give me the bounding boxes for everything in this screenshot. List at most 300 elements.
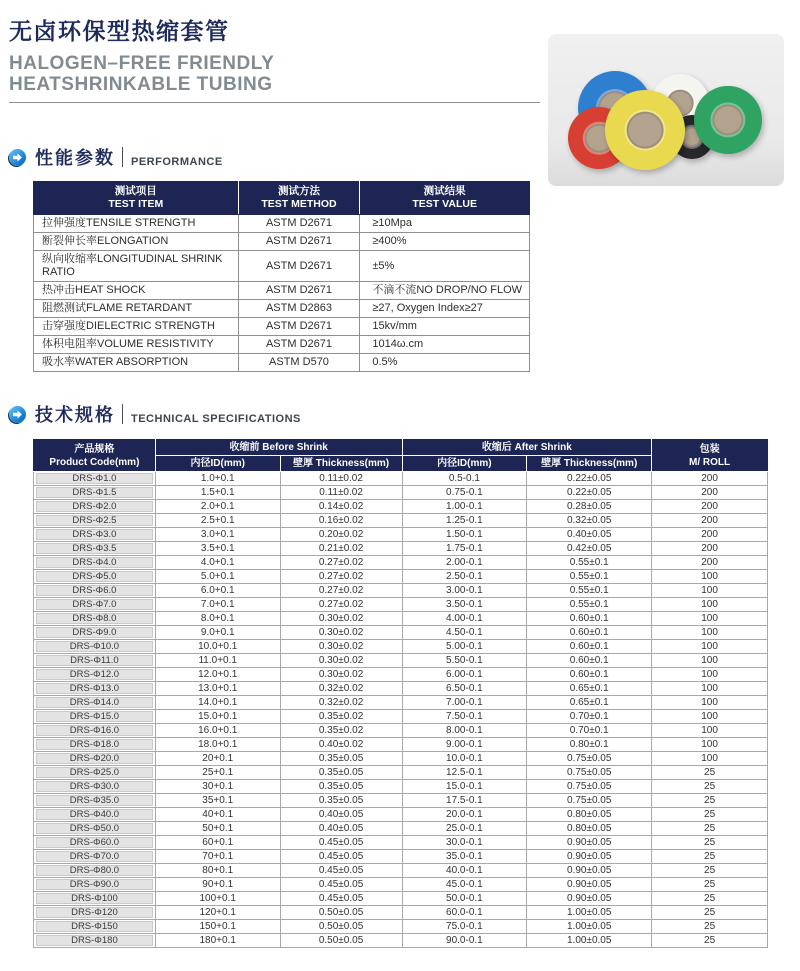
spec-cell: 0.14±0.02: [280, 500, 402, 514]
spec-cell: 100: [652, 682, 768, 696]
product-code-box: DRS-Φ7.0: [36, 599, 153, 610]
spec-cell: 0.30±0.02: [280, 626, 402, 640]
performance-cell: 15kv/mm: [360, 318, 530, 336]
performance-title-cn: 性能参数: [35, 148, 115, 168]
arrow-circle-icon: [9, 149, 26, 166]
spec-cell: 3.5+0.1: [155, 542, 280, 556]
performance-row: [34, 354, 530, 372]
performance-cell: 热冲击HEAT SHOCK: [34, 282, 239, 300]
spec-product-code-cell: [34, 864, 156, 878]
spec-cell: 0.27±0.02: [280, 570, 402, 584]
spec-cell: 0.35±0.05: [280, 766, 402, 780]
spec-cell: 180+0.1: [155, 934, 280, 948]
product-code-box: DRS-Φ150: [36, 921, 153, 932]
spec-cell: 2.5+0.1: [155, 514, 280, 528]
spec-cell: 11.0+0.1: [155, 654, 280, 668]
performance-row: [34, 251, 530, 282]
spec-cell: 100: [652, 752, 768, 766]
spec-cell: 25: [652, 906, 768, 920]
header-divider: [9, 102, 540, 103]
spec-cell: 100+0.1: [155, 892, 280, 906]
product-code-box: DRS-Φ18.0: [36, 739, 153, 750]
spec-cell: 45.0-0.1: [402, 878, 527, 892]
spec-cell: 0.32±0.02: [280, 682, 402, 696]
product-code-box: DRS-Φ14.0: [36, 697, 153, 708]
spec-cell: 0.50±0.05: [280, 934, 402, 948]
spec-cell: 18.0+0.1: [155, 738, 280, 752]
performance-cell: ≥400%: [360, 233, 530, 251]
performance-cell: 断裂伸长率ELONGATION: [34, 233, 239, 251]
spec-product-code-cell: [34, 724, 156, 738]
performance-cell: 拉伸强度TENSILE STRENGTH: [34, 215, 239, 233]
spec-cell: 0.40±0.02: [280, 738, 402, 752]
spec-cell: 100: [652, 668, 768, 682]
spec-cell: 0.90±0.05: [527, 850, 652, 864]
spec-cell: 0.55±0.1: [527, 570, 652, 584]
spec-row: [34, 920, 768, 934]
spec-cell: 0.35±0.05: [280, 780, 402, 794]
spec-cell: 75.0-0.1: [402, 920, 527, 934]
spec-col-header-before-id: 内径ID(mm): [155, 456, 280, 472]
spec-row: [34, 906, 768, 920]
spec-cell: 1.00±0.05: [527, 920, 652, 934]
perf-col-header-test-value: 测试结果 TEST VALUE: [360, 182, 530, 215]
spec-cell: 0.32±0.05: [527, 514, 652, 528]
spec-product-code-cell: [34, 654, 156, 668]
product-code-box: DRS-Φ15.0: [36, 711, 153, 722]
spec-cell: 25: [652, 878, 768, 892]
product-code-box: DRS-Φ30.0: [36, 781, 153, 792]
product-code-box: DRS-Φ3.5: [36, 543, 153, 554]
spec-cell: 0.75±0.05: [527, 794, 652, 808]
performance-cell: 击穿强度DIELECTRIC STRENGTH: [34, 318, 239, 336]
performance-cell: 0.5%: [360, 354, 530, 372]
spec-cell: 0.22±0.05: [527, 486, 652, 500]
spec-product-code-cell: [34, 570, 156, 584]
performance-cell: ASTM D2671: [238, 233, 360, 251]
spec-cell: 90+0.1: [155, 878, 280, 892]
spec-cell: 0.35±0.05: [280, 794, 402, 808]
spec-cell: 3.50-0.1: [402, 598, 527, 612]
spec-cell: 1.75-0.1: [402, 542, 527, 556]
spec-cell: 30+0.1: [155, 780, 280, 794]
spec-cell: 0.45±0.05: [280, 878, 402, 892]
spec-product-code-cell: [34, 934, 156, 948]
spec-cell: 0.55±0.1: [527, 556, 652, 570]
spec-row: [34, 598, 768, 612]
spec-product-code-cell: [34, 598, 156, 612]
spec-cell: 7.00-0.1: [402, 696, 527, 710]
spec-cell: 12.5-0.1: [402, 766, 527, 780]
spec-cell: 25: [652, 850, 768, 864]
product-code-box: DRS-Φ70.0: [36, 851, 153, 862]
performance-cell: ASTM D2863: [238, 300, 360, 318]
spec-cell: 0.27±0.02: [280, 598, 402, 612]
spec-row: [34, 584, 768, 598]
spec-cell: 6.50-0.1: [402, 682, 527, 696]
roll-core: [627, 112, 664, 149]
subtitle-line-1: HALOGEN–FREE FRIENDLY: [9, 53, 275, 74]
spec-row: [34, 766, 768, 780]
spec-product-code-cell: [34, 738, 156, 752]
spec-product-code-cell: [34, 822, 156, 836]
spec-cell: 0.30±0.02: [280, 612, 402, 626]
spec-cell: 0.50±0.05: [280, 920, 402, 934]
spec-cell: 100: [652, 696, 768, 710]
spec-cell: 0.21±0.02: [280, 542, 402, 556]
spec-cell: 100: [652, 612, 768, 626]
performance-cell: ASTM D2671: [238, 215, 360, 233]
page-title: 无卤环保型热缩套管: [9, 18, 230, 44]
specs-title-en: TECHNICAL SPECIFICATIONS: [131, 413, 301, 425]
specs-table: [33, 439, 768, 948]
spec-product-code-cell: [34, 752, 156, 766]
perf-col-header-test-method: 测试方法 TEST METHOD: [238, 182, 360, 215]
spec-cell: 50.0-0.1: [402, 892, 527, 906]
specs-section-header: [9, 401, 800, 427]
spec-cell: 15.0-0.1: [402, 780, 527, 794]
product-code-box: DRS-Φ25.0: [36, 767, 153, 778]
spec-cell: 0.90±0.05: [527, 836, 652, 850]
spec-cell: 80+0.1: [155, 864, 280, 878]
spec-cell: 35.0-0.1: [402, 850, 527, 864]
spec-cell: 25: [652, 864, 768, 878]
spec-col-header-after-thickness: 壁厚 Thickness(mm): [527, 456, 652, 472]
spec-cell: 0.65±0.1: [527, 696, 652, 710]
spec-cell: 200: [652, 528, 768, 542]
performance-cell: ASTM D2671: [238, 336, 360, 354]
spec-cell: 5.50-0.1: [402, 654, 527, 668]
spec-cell: 7.50-0.1: [402, 710, 527, 724]
spec-cell: 10.0-0.1: [402, 752, 527, 766]
spec-cell: 0.40±0.05: [527, 528, 652, 542]
spec-cell: 1.00±0.05: [527, 906, 652, 920]
spec-cell: 0.30±0.02: [280, 640, 402, 654]
spec-cell: 25: [652, 808, 768, 822]
performance-row: [34, 318, 530, 336]
spec-cell: 0.90±0.05: [527, 864, 652, 878]
spec-row: [34, 514, 768, 528]
spec-cell: 8.00-0.1: [402, 724, 527, 738]
spec-row: [34, 668, 768, 682]
product-code-box: DRS-Φ1.0: [36, 473, 153, 484]
spec-cell: 200: [652, 486, 768, 500]
spec-cell: 4.50-0.1: [402, 626, 527, 640]
product-image: [548, 34, 784, 186]
product-code-box: DRS-Φ13.0: [36, 683, 153, 694]
spec-product-code-cell: [34, 710, 156, 724]
spec-cell: 100: [652, 598, 768, 612]
spec-group-header-after-shrink: 收缩后 After Shrink: [402, 440, 652, 456]
roll-core: [712, 104, 743, 135]
spec-cell: 0.45±0.05: [280, 836, 402, 850]
spec-cell: 35+0.1: [155, 794, 280, 808]
spec-cell: 2.00-0.1: [402, 556, 527, 570]
spec-cell: 6.00-0.1: [402, 668, 527, 682]
spec-cell: 0.5-0.1: [402, 472, 527, 486]
product-code-box: DRS-Φ16.0: [36, 725, 153, 736]
product-code-box: DRS-Φ2.0: [36, 501, 153, 512]
spec-cell: 200: [652, 500, 768, 514]
spec-cell: 0.90±0.05: [527, 878, 652, 892]
performance-cell: 不滴不流NO DROP/NO FLOW: [360, 282, 530, 300]
spec-cell: 0.75±0.05: [527, 780, 652, 794]
spec-cell: 90.0-0.1: [402, 934, 527, 948]
spec-row: [34, 640, 768, 654]
spec-cell: 3.0+0.1: [155, 528, 280, 542]
spec-product-code-cell: [34, 668, 156, 682]
product-code-box: DRS-Φ3.0: [36, 529, 153, 540]
spec-row: [34, 570, 768, 584]
spec-cell: 60.0-0.1: [402, 906, 527, 920]
spec-row: [34, 780, 768, 794]
spec-product-code-cell: [34, 486, 156, 500]
spec-product-code-cell: [34, 472, 156, 486]
subtitle-line-2: HEATSHRINKABLE TUBING: [9, 74, 273, 95]
performance-row: [34, 215, 530, 233]
spec-row: [34, 738, 768, 752]
spec-row: [34, 752, 768, 766]
spec-cell: 5.00-0.1: [402, 640, 527, 654]
spec-cell: 17.5-0.1: [402, 794, 527, 808]
product-code-box: DRS-Φ180: [36, 935, 153, 946]
spec-cell: 0.65±0.1: [527, 682, 652, 696]
spec-cell: 13.0+0.1: [155, 682, 280, 696]
spec-cell: 0.60±0.1: [527, 626, 652, 640]
performance-cell: 吸水率WATER ABSORPTION: [34, 354, 239, 372]
spec-cell: 12.0+0.1: [155, 668, 280, 682]
spec-row: [34, 696, 768, 710]
spec-cell: 0.42±0.05: [527, 542, 652, 556]
spec-row: [34, 724, 768, 738]
spec-product-code-cell: [34, 696, 156, 710]
product-code-box: DRS-Φ90.0: [36, 879, 153, 890]
product-code-box: DRS-Φ50.0: [36, 823, 153, 834]
spec-cell: 0.70±0.1: [527, 724, 652, 738]
spec-cell: 0.75-0.1: [402, 486, 527, 500]
spec-cell: 25: [652, 920, 768, 934]
performance-cell: ASTM D570: [238, 354, 360, 372]
spec-row: [34, 528, 768, 542]
spec-product-code-cell: [34, 556, 156, 570]
spec-cell: 8.0+0.1: [155, 612, 280, 626]
perf-col-header-test-item: 测试项目 TEST ITEM: [34, 182, 239, 215]
spec-cell: 0.75±0.05: [527, 766, 652, 780]
spec-cell: 40.0-0.1: [402, 864, 527, 878]
spec-cell: 200: [652, 556, 768, 570]
spec-cell: 50+0.1: [155, 822, 280, 836]
performance-cell: 1014ω.cm: [360, 336, 530, 354]
spec-cell: 0.80±0.05: [527, 822, 652, 836]
spec-cell: 4.00-0.1: [402, 612, 527, 626]
spec-product-code-cell: [34, 780, 156, 794]
specs-title-cn: 技术规格: [35, 405, 115, 425]
spec-cell: 60+0.1: [155, 836, 280, 850]
section-title-divider: [122, 147, 123, 167]
spec-cell: 25: [652, 822, 768, 836]
product-code-box: DRS-Φ80.0: [36, 865, 153, 876]
spec-product-code-cell: [34, 766, 156, 780]
product-code-box: DRS-Φ11.0: [36, 655, 153, 666]
spec-cell: 0.80±0.1: [527, 738, 652, 752]
spec-cell: 0.11±0.02: [280, 486, 402, 500]
product-code-box: DRS-Φ2.5: [36, 515, 153, 526]
spec-row: [34, 822, 768, 836]
performance-cell: ASTM D2671: [238, 318, 360, 336]
arrow-circle-icon: [9, 406, 26, 423]
spec-cell: 0.27±0.02: [280, 556, 402, 570]
spec-cell: 25: [652, 794, 768, 808]
spec-cell: 25: [652, 780, 768, 794]
product-code-box: DRS-Φ100: [36, 893, 153, 904]
performance-cell: ≥27, Oxygen Index≥27: [360, 300, 530, 318]
performance-title-en: PERFORMANCE: [131, 156, 223, 168]
spec-cell: 100: [652, 570, 768, 584]
spec-product-code-cell: [34, 794, 156, 808]
spec-cell: 200: [652, 514, 768, 528]
product-code-box: DRS-Φ20.0: [36, 753, 153, 764]
spec-cell: 25: [652, 892, 768, 906]
spec-row: [34, 864, 768, 878]
spec-cell: 4.0+0.1: [155, 556, 280, 570]
spec-row: [34, 486, 768, 500]
performance-row: [34, 300, 530, 318]
performance-cell: ASTM D2671: [238, 251, 360, 282]
performance-cell: 纵向收缩率LONGITUDINAL SHRINK RATIO: [34, 251, 239, 282]
spec-cell: 14.0+0.1: [155, 696, 280, 710]
performance-cell: ±5%: [360, 251, 530, 282]
spec-cell: 0.20±0.02: [280, 528, 402, 542]
spec-cell: 0.11±0.02: [280, 472, 402, 486]
product-code-box: DRS-Φ12.0: [36, 669, 153, 680]
product-code-box: DRS-Φ60.0: [36, 837, 153, 848]
spec-cell: 100: [652, 626, 768, 640]
spec-row: [34, 612, 768, 626]
spec-product-code-cell: [34, 640, 156, 654]
spec-cell: 1.50-0.1: [402, 528, 527, 542]
spec-cell: 0.60±0.1: [527, 668, 652, 682]
spec-cell: 1.5+0.1: [155, 486, 280, 500]
spec-cell: 10.0+0.1: [155, 640, 280, 654]
performance-cell: 体积电阻率VOLUME RESISTIVITY: [34, 336, 239, 354]
product-code-box: DRS-Φ5.0: [36, 571, 153, 582]
spec-cell: 200: [652, 472, 768, 486]
spec-col-header-after-id: 内径ID(mm): [402, 456, 527, 472]
product-code-box: DRS-Φ9.0: [36, 627, 153, 638]
spec-cell: 100: [652, 724, 768, 738]
performance-cell: ASTM D2671: [238, 282, 360, 300]
product-code-box: DRS-Φ4.0: [36, 557, 153, 568]
spec-product-code-cell: [34, 850, 156, 864]
spec-cell: 0.28±0.05: [527, 500, 652, 514]
spec-cell: 25: [652, 766, 768, 780]
performance-cell: ≥10Mpa: [360, 215, 530, 233]
spec-row: [34, 934, 768, 948]
spec-cell: 1.00-0.1: [402, 500, 527, 514]
spec-row: [34, 682, 768, 696]
spec-cell: 0.40±0.05: [280, 808, 402, 822]
performance-cell: 阻燃测试FLAME RETARDANT: [34, 300, 239, 318]
performance-row: [34, 336, 530, 354]
spec-cell: 3.00-0.1: [402, 584, 527, 598]
spec-cell: 0.30±0.02: [280, 654, 402, 668]
spec-cell: 100: [652, 738, 768, 752]
performance-table-body: [34, 215, 530, 372]
spec-product-code-cell: [34, 892, 156, 906]
spec-cell: 25+0.1: [155, 766, 280, 780]
spec-cell: 100: [652, 640, 768, 654]
spec-cell: 15.0+0.1: [155, 710, 280, 724]
spec-product-code-cell: [34, 836, 156, 850]
spec-cell: 0.60±0.1: [527, 640, 652, 654]
spec-row: [34, 878, 768, 892]
spec-cell: 0.55±0.1: [527, 598, 652, 612]
product-code-box: DRS-Φ35.0: [36, 795, 153, 806]
specs-table-body: [34, 472, 768, 948]
spec-cell: 2.0+0.1: [155, 500, 280, 514]
spec-cell: 20+0.1: [155, 752, 280, 766]
spec-row: [34, 850, 768, 864]
spec-cell: 0.27±0.02: [280, 584, 402, 598]
spec-product-code-cell: [34, 500, 156, 514]
spec-row: [34, 836, 768, 850]
spec-product-code-cell: [34, 626, 156, 640]
spec-cell: 0.32±0.02: [280, 696, 402, 710]
spec-cell: 100: [652, 710, 768, 724]
spec-cell: 0.50±0.05: [280, 906, 402, 920]
spec-cell: 0.90±0.05: [527, 892, 652, 906]
performance-row: [34, 282, 530, 300]
yellow-roll: [605, 90, 685, 170]
spec-product-code-cell: [34, 542, 156, 556]
spec-cell: 200: [652, 542, 768, 556]
product-code-box: DRS-Φ1.5: [36, 487, 153, 498]
product-code-box: DRS-Φ8.0: [36, 613, 153, 624]
spec-product-code-cell: [34, 584, 156, 598]
spec-cell: 120+0.1: [155, 906, 280, 920]
spec-cell: 30.0-0.1: [402, 836, 527, 850]
spec-cell: 0.60±0.1: [527, 654, 652, 668]
spec-cell: 7.0+0.1: [155, 598, 280, 612]
product-code-box: DRS-Φ40.0: [36, 809, 153, 820]
spec-cell: 150+0.1: [155, 920, 280, 934]
spec-product-code-cell: [34, 906, 156, 920]
section-title-divider: [122, 404, 123, 424]
spec-row: [34, 626, 768, 640]
spec-cell: 0.80±0.05: [527, 808, 652, 822]
spec-cell: 25: [652, 934, 768, 948]
spec-product-code-cell: [34, 528, 156, 542]
spec-row: [34, 556, 768, 570]
spec-cell: 6.0+0.1: [155, 584, 280, 598]
spec-cell: 0.45±0.05: [280, 850, 402, 864]
spec-product-code-cell: [34, 682, 156, 696]
spec-cell: 5.0+0.1: [155, 570, 280, 584]
spec-cell: 1.25-0.1: [402, 514, 527, 528]
spec-cell: 2.50-0.1: [402, 570, 527, 584]
spec-cell: 0.70±0.1: [527, 710, 652, 724]
spec-cell: 40+0.1: [155, 808, 280, 822]
product-code-box: DRS-Φ6.0: [36, 585, 153, 596]
spec-cell: 25.0-0.1: [402, 822, 527, 836]
spec-cell: 20.0-0.1: [402, 808, 527, 822]
spec-cell: 25: [652, 836, 768, 850]
spec-cell: 0.16±0.02: [280, 514, 402, 528]
spec-cell: 0.35±0.05: [280, 752, 402, 766]
spec-row: [34, 542, 768, 556]
spec-product-code-cell: [34, 808, 156, 822]
spec-cell: 0.35±0.02: [280, 724, 402, 738]
